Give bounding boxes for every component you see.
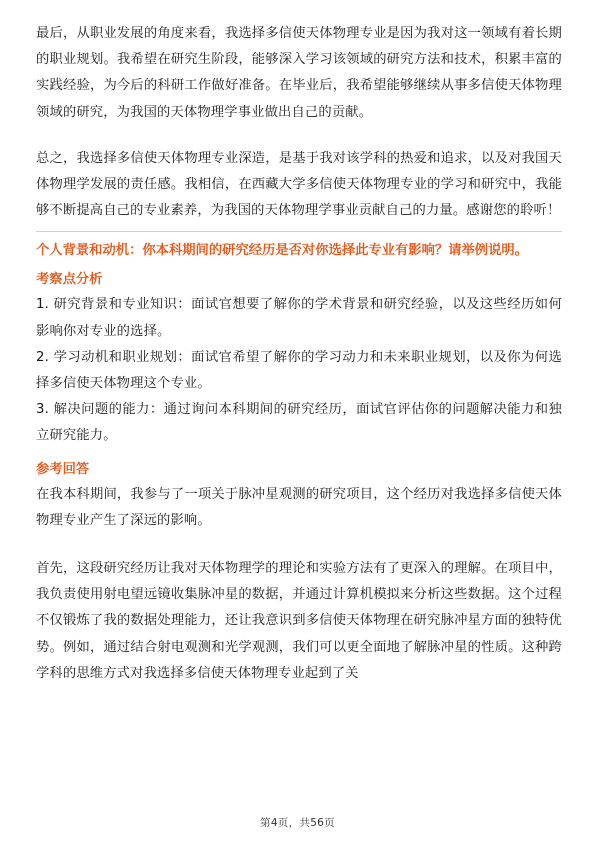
answer-heading: 参考回答 [36, 461, 90, 477]
answer-paragraph: 首先，这段研究经历让我对天体物理学的理论和实验方法有了更深入的理解。在项目中，我负责使用射电望远镜收集脉冲星的数据，并通过计算机模拟来分析这些数据。这个过程不仅锻炼了我的数据处理能力，还让我意识到多信使天体物理在研究脉冲星方面的独特优势。例如，通过结合射电观测和光学观测，我们可以更全面地了解脉冲星的性质。这种跨学科的思维方式对我选择多信使天体物理专业起到了关 [36, 561, 562, 681]
analysis-item: 3. 解决问题的能力：通过询问本科期间的研究经历，面试官评估你的问题解决能力和独立研究能力。 [36, 402, 562, 444]
page-content [36, 21, 562, 687]
summary-paragraph: 总之，我选择多信使天体物理专业深造，是基于我对该学科的热爱和追求，以及对我国天体物理学发展的责任感。我相信，在西藏大学多信使天体物理专业的学习和研究中，我能够不断提高自己的专业素养，为我国的天体物理学事业贡献自己的力量。感谢您的聆听！ [36, 150, 562, 219]
analysis-item: 2. 学习动机和职业规划：面试官希望了解你的学习动力和未来职业规划，以及你为何选择多信使天体物理这个专业。 [36, 349, 562, 392]
analysis-item: 1. 研究背景和专业知识：面试官想要了解你的学术背景和研究经验，以及这些经历如何影响你对专业的选择。 [36, 297, 562, 339]
career-paragraph: 最后，从职业发展的角度来看，我选择多信使天体物理专业是因为我对这一领域有着长期的职业规划。我希望在研究生阶段，能够深入学习该领域的研究方法和技术，积累丰富的实践经验，为今后的科研工作做好准备。在毕业后，我希望能够继续从事多信使天体物理领域的研究，为我国的天体物理学事业做出自己的贡献。 [36, 26, 562, 120]
page-number: 第4页，共56页 [260, 817, 335, 829]
answer-paragraph: 在我本科期间，我参与了一项关于脉冲星观测的研究项目，这个经历对我选择多信使天体物理专业产生了深远的影响。 [36, 486, 562, 528]
analysis-heading: 考察点分析 [36, 272, 103, 288]
section-divider [36, 231, 562, 232]
interview-question: 个人背景和动机：你本科期间的研究经历是否对你选择此专业有影响？请举例说明。 [36, 243, 528, 259]
